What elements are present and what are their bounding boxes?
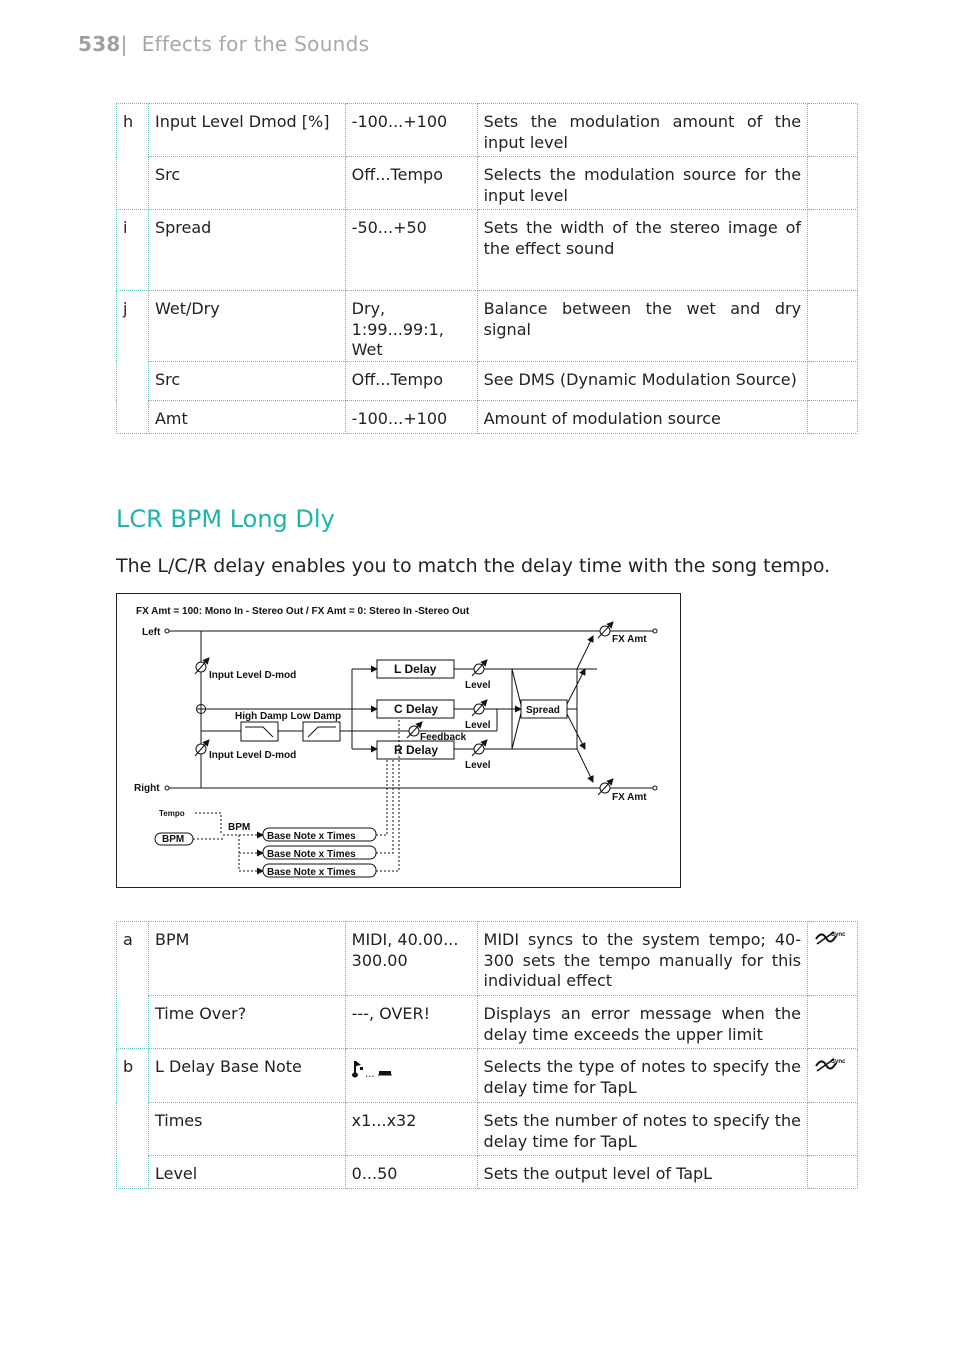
param-name: Src (148, 361, 345, 400)
param-description: Displays an error message when the delay time exceeds the upper limit (477, 996, 807, 1049)
param-range: -100...+100 (345, 400, 477, 433)
param-icon-cell (807, 1049, 857, 1103)
header-title: Effects for the Sounds (141, 32, 370, 56)
svg-text:...: ... (364, 1069, 375, 1079)
diagram-base-note-1: Base Note x Times (267, 831, 356, 842)
page-number: 538 (78, 32, 121, 56)
diagram-right-label: Right (134, 783, 160, 794)
diagram-tempo: Tempo (159, 809, 185, 818)
parameter-table-2 (116, 921, 858, 1189)
diagram-l-delay: L Delay (394, 662, 437, 676)
sync-icon (814, 930, 846, 946)
diagram-level-r: Level (465, 760, 491, 771)
diagram-c-delay: C Delay (394, 702, 439, 716)
param-name: Spread (148, 210, 345, 291)
svg-text:Sync: Sync (830, 1059, 846, 1065)
table-row (117, 210, 858, 291)
param-icon-cell (807, 996, 857, 1049)
param-icon-cell (808, 104, 858, 157)
table-row (117, 1103, 858, 1156)
diagram-caption: FX Amt = 100: Mono In - Stereo Out / FX Amt = 0: Stereo In -Stereo Out (136, 606, 470, 617)
param-name: Input Level Dmod [%] (148, 104, 345, 157)
param-name: Time Over? (148, 996, 345, 1049)
diagram-base-note-2: Base Note x Times (267, 849, 356, 860)
diagram-fx-amt-bottom: FX Amt (612, 792, 647, 803)
param-icon-cell (808, 291, 858, 362)
param-name: Times (148, 1103, 345, 1156)
diagram-fx-amt-top: FX Amt (612, 634, 647, 645)
param-range: ---, OVER! (345, 996, 477, 1049)
param-key: i (117, 210, 149, 291)
param-name: BPM (148, 922, 345, 996)
param-name: L Delay Base Note (148, 1049, 345, 1103)
diagram-damp-label: High Damp Low Damp (235, 711, 342, 722)
param-name: Wet/Dry (148, 291, 345, 362)
table-row (117, 996, 858, 1049)
param-icon-cell (808, 210, 858, 291)
param-range: Dry, 1:99...99:1, Wet (345, 291, 477, 362)
param-icon-cell (808, 400, 858, 433)
page-header (78, 32, 369, 56)
header-separator: | (120, 32, 128, 56)
diagram-input-dmod-bottom: Input Level D-mod (209, 750, 297, 761)
param-range: -100...+100 (345, 104, 477, 157)
param-name: Amt (148, 400, 345, 433)
param-icon-cell (807, 1103, 857, 1156)
param-range: x1...x32 (345, 1103, 477, 1156)
sync-icon (814, 1057, 846, 1073)
table-row (117, 1049, 858, 1103)
block-diagram (116, 593, 681, 888)
param-range: -50...+50 (345, 210, 477, 291)
svg-text:Sync: Sync (830, 932, 846, 938)
note-range-icon (352, 1057, 396, 1079)
param-range: MIDI, 40.00... 300.00 (345, 922, 477, 996)
param-description: MIDI syncs to the system tempo; 40-300 sets the tempo manually for this individual effect (477, 922, 807, 996)
param-range: Off...Tempo (345, 361, 477, 400)
param-range (345, 1049, 477, 1103)
param-name: Src (148, 157, 345, 210)
param-description: Amount of modulation source (477, 400, 807, 433)
diagram-feedback: Feedback (420, 732, 467, 743)
param-range: Off...Tempo (345, 157, 477, 210)
section-intro: The L/C/R delay enables you to match the delay time with the song tempo. (116, 555, 831, 577)
param-range: 0...50 (345, 1156, 477, 1189)
param-description: Sets the modulation amount of the input level (477, 104, 807, 157)
diagram-base-note-3: Base Note x Times (267, 867, 356, 878)
param-description: Sets the width of the stereo image of the effect sound (477, 210, 807, 291)
param-key: b (117, 1049, 149, 1189)
param-icon-cell (807, 922, 857, 996)
param-icon-cell (808, 157, 858, 210)
param-icon-cell (808, 361, 858, 400)
param-icon-cell (807, 1156, 857, 1189)
table-row (117, 361, 858, 400)
parameter-table-1 (116, 103, 858, 434)
diagram-level-l: Level (465, 680, 491, 691)
table-row (117, 1156, 858, 1189)
param-key: j (117, 291, 149, 434)
section-title: LCR BPM Long Dly (116, 505, 335, 533)
diagram-bpm-source: BPM (162, 834, 185, 845)
param-description: Selects the type of notes to specify the delay time for TapL (477, 1049, 807, 1103)
table-row (117, 291, 858, 362)
param-key: a (117, 922, 149, 1049)
table-row (117, 400, 858, 433)
diagram-level-c: Level (465, 720, 491, 731)
diagram-spread: Spread (526, 705, 560, 716)
param-key: h (117, 104, 149, 210)
param-description: Sets the number of notes to specify the delay time for TapL (477, 1103, 807, 1156)
block-diagram-svg (117, 594, 680, 887)
diagram-input-dmod-top: Input Level D-mod (209, 670, 297, 681)
diagram-r-delay: R Delay (394, 743, 439, 757)
param-description: Balance between the wet and dry signal (477, 291, 807, 362)
diagram-bpm-label: BPM (228, 822, 251, 833)
table-row (117, 157, 858, 210)
param-name: Level (148, 1156, 345, 1189)
diagram-left-label: Left (142, 627, 161, 638)
param-description: Sets the output level of TapL (477, 1156, 807, 1189)
table-row (117, 104, 858, 157)
table-row (117, 922, 858, 996)
param-description: Selects the modulation source for the input level (477, 157, 807, 210)
param-description: See DMS (Dynamic Modulation Source) (477, 361, 807, 400)
